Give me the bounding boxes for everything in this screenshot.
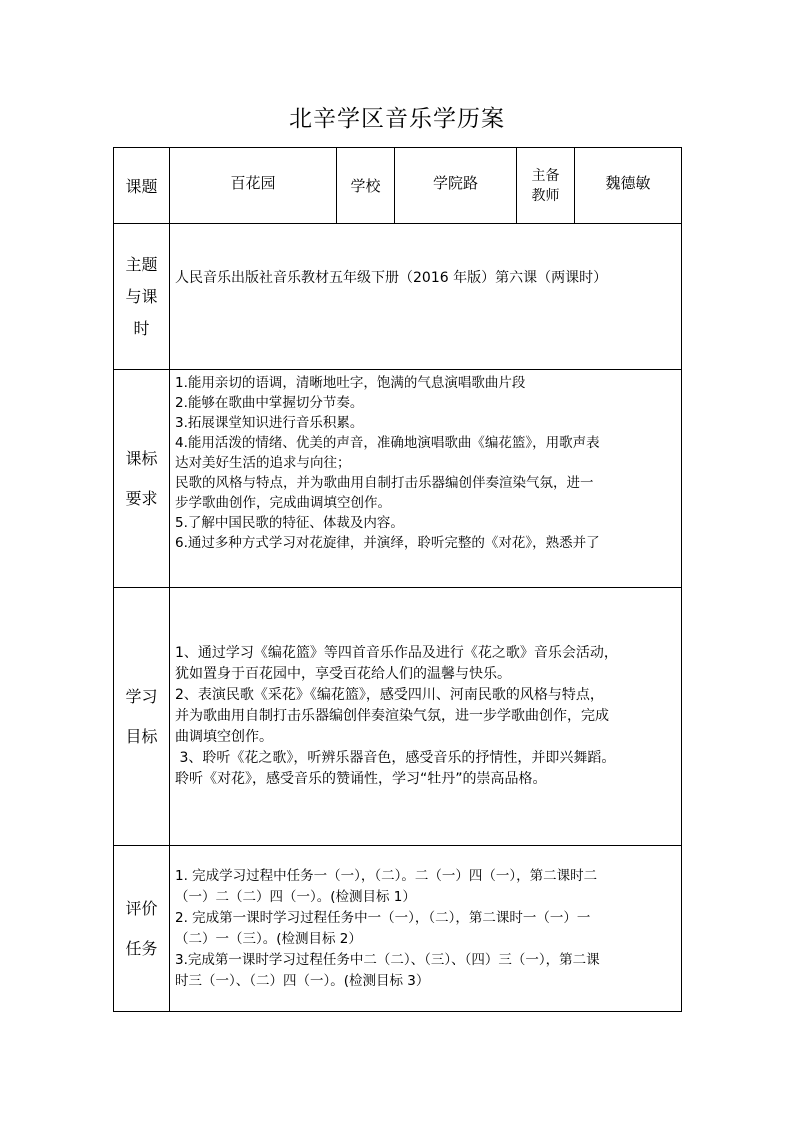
curriculum-label-line: 要求 bbox=[125, 488, 158, 508]
curriculum-line: 达对美好生活的追求与向往； bbox=[175, 455, 351, 471]
school-value: 学院路 bbox=[395, 148, 517, 224]
goals-line: 3、聆听《花之歌》，听辨乐器音色，感受音乐的抒情性，并即兴舞蹈。 bbox=[175, 750, 616, 766]
curriculum-text bbox=[170, 370, 682, 588]
curriculum-label-line: 课标 bbox=[125, 448, 158, 468]
theme-label-line: 时 bbox=[133, 318, 150, 338]
goals-line: 1、通过学习《编花篮》等四首音乐作品及进行《花之歌》音乐会活动， bbox=[175, 645, 618, 661]
theme-value: 人民音乐出版社音乐教材五年级下册（2016 年版）第六课（两课时） bbox=[170, 224, 682, 370]
curriculum-line: 4.能用活泼的情绪、优美的声音，准确地演唱歌曲《编花篮》，用歌声表 bbox=[175, 435, 600, 451]
evaluation-label-line: 评价 bbox=[125, 898, 158, 918]
goals-label bbox=[114, 588, 170, 846]
header-row bbox=[114, 148, 682, 224]
evaluation-line: （一）二（二）四（一）。(检测目标 1） bbox=[175, 888, 416, 905]
lesson-plan-table bbox=[113, 147, 682, 1012]
evaluation-line: 3.完成第一课时学习过程任务中二（二）、（三）、（四）三（一），第二课 bbox=[175, 951, 600, 968]
goals-label-line: 学习 bbox=[125, 686, 158, 706]
goals-line: 犹如置身于百花园中，享受百花给人们的温馨与快乐。 bbox=[175, 666, 511, 682]
evaluation-line: 2. 完成第一课时学习过程任务中一（一），（二），第二课时一（一）一 bbox=[175, 909, 591, 926]
theme-label-line: 与课 bbox=[125, 286, 158, 306]
teacher-label bbox=[517, 148, 575, 224]
school-label: 学校 bbox=[337, 148, 395, 224]
goals-line: 并为歌曲用自制打击乐器编创伴奏渲染气氛，进一步学歌曲创作，完成 bbox=[175, 708, 609, 724]
evaluation-line: 1. 完成学习过程中任务一（一），（二）。二（一）四（一），第二课时二 bbox=[175, 867, 598, 884]
curriculum-line: 6.通过多种方式学习对花旋律，并演绎，聆听完整的《对花》，熟悉并了 bbox=[175, 535, 600, 551]
goals-row bbox=[114, 588, 682, 846]
page-title: 北辛学区音乐学历案 bbox=[289, 106, 505, 132]
teacher-label-line2: 教师 bbox=[531, 187, 560, 204]
curriculum-line: 2.能够在歌曲中掌握切分节奏。 bbox=[175, 395, 364, 411]
goals-text bbox=[170, 588, 682, 846]
evaluation-line: （二）一（三）。(检测目标 2） bbox=[175, 930, 362, 947]
goals-label-line: 目标 bbox=[125, 726, 158, 746]
curriculum-line: 步学歌曲创作，完成曲调填空创作。 bbox=[175, 495, 391, 511]
curriculum-line: 民歌的风格与特点，并为歌曲用自制打击乐器编创伴奏渲染气氛，进一 bbox=[175, 475, 594, 491]
goals-line: 聆听《对花》，感受音乐的赞诵性，学习“牡丹”的崇高品格。 bbox=[175, 771, 547, 787]
teacher-label-line1: 主备 bbox=[531, 167, 560, 184]
theme-label bbox=[114, 224, 170, 370]
goals-line: 2、表演民歌《采花》《编花篮》，感受四川、河南民歌的风格与特点， bbox=[175, 687, 604, 703]
topic-label: 课题 bbox=[114, 148, 170, 224]
evaluation-text bbox=[170, 846, 682, 1012]
evaluation-label bbox=[114, 846, 170, 1012]
teacher-value: 魏德敏 bbox=[575, 148, 682, 224]
curriculum-row bbox=[114, 370, 682, 588]
goals-line: 曲调填空创作。 bbox=[175, 729, 273, 745]
theme-label-line: 主题 bbox=[125, 254, 158, 274]
curriculum-line: 1.能用亲切的语调，清晰地吐字，饱满的气息演唱歌曲片段 bbox=[175, 375, 526, 391]
theme-row bbox=[114, 224, 682, 370]
curriculum-line: 5.了解中国民歌的特征、体裁及内容。 bbox=[175, 515, 404, 531]
curriculum-line: 3.拓展课堂知识进行音乐积累。 bbox=[175, 415, 364, 431]
evaluation-line: 时三（一）、（二）四（一）。(检测目标 3） bbox=[175, 972, 430, 989]
curriculum-label bbox=[114, 370, 170, 588]
evaluation-row bbox=[114, 846, 682, 1012]
evaluation-label-line: 任务 bbox=[125, 938, 158, 958]
topic-value: 百花园 bbox=[170, 148, 337, 224]
